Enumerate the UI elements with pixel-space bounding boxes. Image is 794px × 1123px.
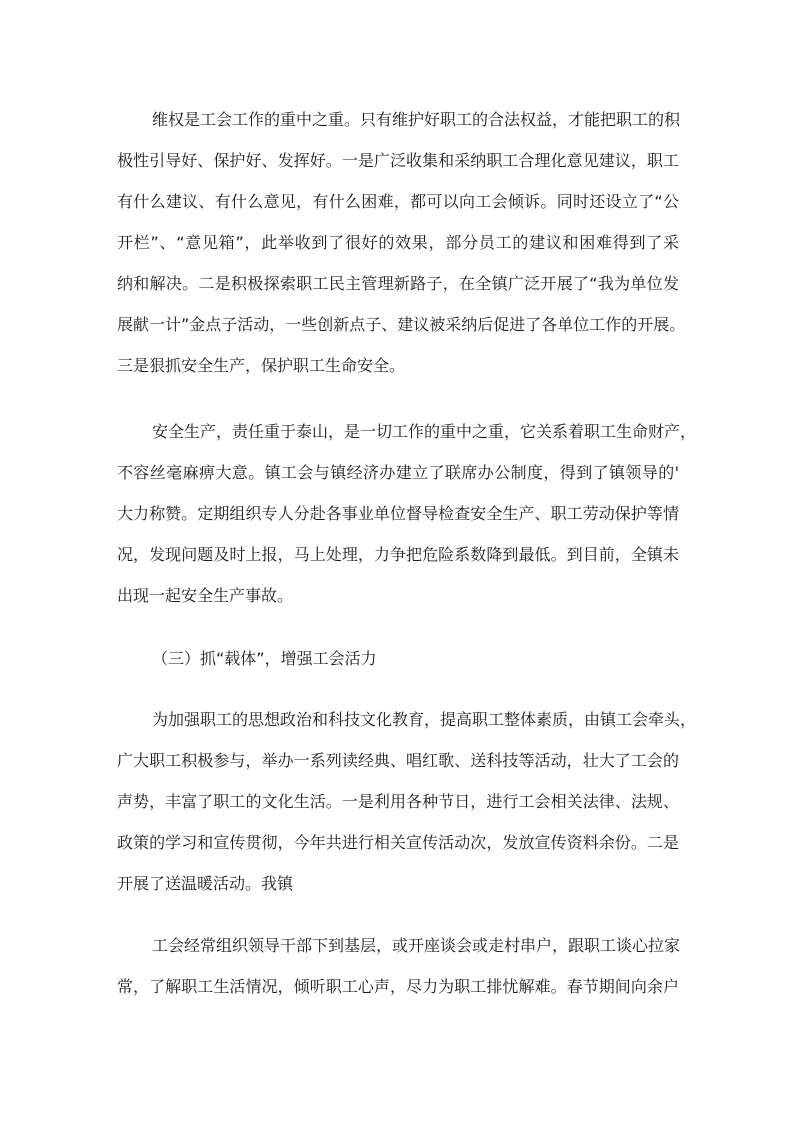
paragraph-line: 开展了送温暖活动。我镇: [117, 874, 294, 893]
paragraph-line: 开栏”、“意见箱”，此举收到了很好的效果，部分员工的建议和困难得到了采: [117, 233, 679, 252]
paragraph-line: 大力称赞。定期组织专人分赴各事业单位督导检查安全生产、职工劳动保护等情: [117, 504, 679, 523]
paragraph-line: 常，了解职工生活情况，倾听职工心声，尽力为职工排忧解难。春节期间向余户: [117, 977, 679, 996]
paragraph-line: 况，发现问题及时上报，马上处理，力争把危险系数降到最低。到目前，全镇未: [117, 545, 679, 564]
paragraph-line: 有什么建议、有什么意见，有什么困难，都可以向工会倾诉。同时还设立了“公: [117, 192, 679, 211]
paragraph-line: 广大职工积极参与，举办一系列读经典、唱红歌、送科技等活动，壮大了工会的: [117, 751, 679, 770]
section-heading: （三）抓“载体”，增强工会活力: [152, 649, 377, 668]
paragraph-line: 三是狠抓安全生产，保护职工生命安全。: [117, 356, 406, 375]
paragraph-line: 安全生产，责任重于泰山，是一切工作的重中之重，它关系着职工生命财产，: [152, 422, 697, 441]
paragraph-line: 极性引导好、保护好、发挥好。一是广泛收集和采纳职工合理化意见建议，职工: [117, 151, 679, 170]
paragraph-line: 出现一起安全生产事故。: [117, 586, 294, 605]
paragraph-line: 维权是工会工作的重中之重。只有维护好职工的合法权益，才能把职工的积: [152, 110, 681, 129]
paragraph-line: 为加强职工的思想政治和科技文化教育，提高职工整体素质，由镇工会牵头，: [152, 710, 697, 729]
paragraph-line: 不容丝毫麻痹大意。镇工会与镇经济办建立了联席办公制度，得到了镇领导的': [117, 463, 679, 482]
paragraph-line: 纳和解决。二是积极探索职工民主管理新路子，在全镇广泛开展了“我为单位发: [117, 274, 679, 293]
paragraph-line: 声势，丰富了职工的文化生活。一是利用各种节日，进行工会相关法律、法规、: [117, 792, 679, 811]
paragraph-line: 展献一计”金点子活动，一些创新点子、建议被采纳后促进了各单位工作的开展。: [117, 315, 686, 334]
paragraph-line: 工会经常组织领导干部下到基层，或开座谈会或走村串户，跟职工谈心拉家: [152, 936, 681, 955]
paragraph-line: 政策的学习和宣传贯彻，今年共进行相关宣传活动次，发放宣传资料余份。二是: [117, 833, 679, 852]
